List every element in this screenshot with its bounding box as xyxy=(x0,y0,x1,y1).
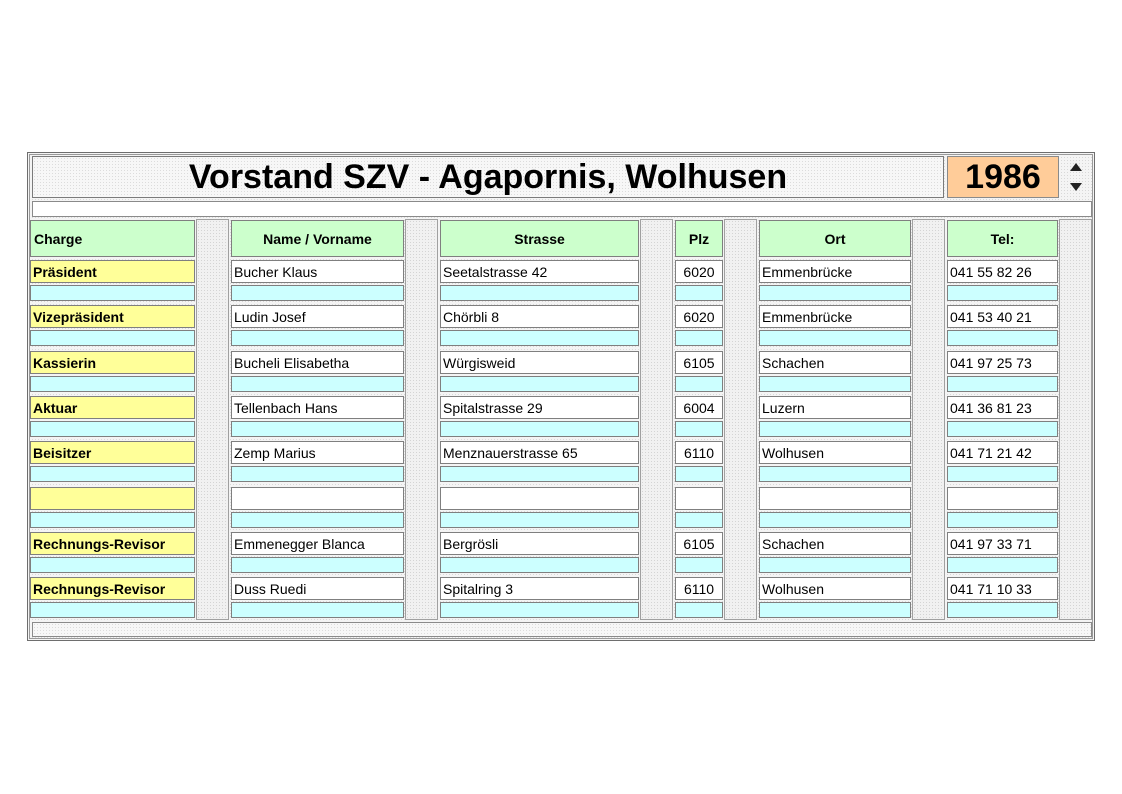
name-field[interactable]: Tellenbach Hans xyxy=(231,396,404,419)
charge-field[interactable]: Vizepräsident xyxy=(30,305,195,328)
header-charge: Charge xyxy=(30,220,195,257)
ort-field[interactable]: Schachen xyxy=(759,351,911,374)
spacer-row xyxy=(440,602,639,618)
charge-field[interactable]: Rechnungs-Revisor xyxy=(30,532,195,555)
spacer-row xyxy=(675,557,723,573)
name-field[interactable]: Ludin Josef xyxy=(231,305,404,328)
tel-field[interactable]: 041 53 40 21 xyxy=(947,305,1058,328)
spacer-row xyxy=(30,512,195,528)
spacer-row xyxy=(675,421,723,437)
charge-field[interactable]: Rechnungs-Revisor xyxy=(30,577,195,600)
name-field[interactable]: Bucheli Elisabetha xyxy=(231,351,404,374)
spacer-row xyxy=(231,330,404,346)
charge-field[interactable]: Beisitzer xyxy=(30,441,195,464)
spacer-row xyxy=(231,466,404,482)
strasse-field[interactable]: Würgisweid xyxy=(440,351,639,374)
charge-field[interactable] xyxy=(30,487,195,510)
spacer-row xyxy=(947,602,1058,618)
spacer-row xyxy=(947,285,1058,301)
ort-field[interactable]: Schachen xyxy=(759,532,911,555)
spacer-row xyxy=(30,285,195,301)
ort-field[interactable]: Emmenbrücke xyxy=(759,305,911,328)
charge-field[interactable]: Kassierin xyxy=(30,351,195,374)
column-separator xyxy=(724,219,757,620)
spacer-row xyxy=(440,421,639,437)
spacer-row xyxy=(440,285,639,301)
spacer-row xyxy=(231,512,404,528)
spacer-row xyxy=(30,330,195,346)
spacer-row xyxy=(231,421,404,437)
name-field[interactable]: Duss Ruedi xyxy=(231,577,404,600)
plz-field[interactable] xyxy=(675,487,723,510)
spacer-row xyxy=(30,466,195,482)
plz-field[interactable]: 6004 xyxy=(675,396,723,419)
spacer-row xyxy=(947,376,1058,392)
spacer-row xyxy=(759,557,911,573)
header-strasse: Strasse xyxy=(440,220,639,257)
spacer-row xyxy=(675,376,723,392)
plz-field[interactable]: 6020 xyxy=(675,305,723,328)
page-title: Vorstand SZV - Agapornis, Wolhusen xyxy=(32,156,944,198)
spacer-row xyxy=(440,330,639,346)
spin-down-icon xyxy=(1070,183,1082,191)
spacer-row xyxy=(30,557,195,573)
spin-up-icon xyxy=(1070,163,1082,171)
spacer-row xyxy=(947,466,1058,482)
spacer-row xyxy=(759,512,911,528)
name-field[interactable]: Emmenegger Blanca xyxy=(231,532,404,555)
name-field[interactable] xyxy=(231,487,404,510)
plz-field[interactable]: 6110 xyxy=(675,577,723,600)
charge-field[interactable]: Aktuar xyxy=(30,396,195,419)
spacer-row xyxy=(231,602,404,618)
spacer-row xyxy=(759,466,911,482)
tel-field[interactable] xyxy=(947,487,1058,510)
column-separator xyxy=(405,219,438,620)
spacer-row xyxy=(759,330,911,346)
tel-field[interactable]: 041 97 33 71 xyxy=(947,532,1058,555)
spacer-row xyxy=(947,421,1058,437)
ort-field[interactable] xyxy=(759,487,911,510)
column-separator xyxy=(640,219,673,620)
plz-field[interactable]: 6110 xyxy=(675,441,723,464)
spacer-row xyxy=(231,557,404,573)
tel-field[interactable]: 041 97 25 73 xyxy=(947,351,1058,374)
spacer-row xyxy=(675,602,723,618)
tel-field[interactable]: 041 55 82 26 xyxy=(947,260,1058,283)
spacer-row xyxy=(440,512,639,528)
strasse-field[interactable]: Spitalring 3 xyxy=(440,577,639,600)
name-field[interactable]: Zemp Marius xyxy=(231,441,404,464)
strasse-field[interactable]: Bergrösli xyxy=(440,532,639,555)
spacer-row xyxy=(675,330,723,346)
tel-field[interactable]: 041 36 81 23 xyxy=(947,396,1058,419)
spacer-row xyxy=(231,376,404,392)
plz-field[interactable]: 6105 xyxy=(675,532,723,555)
spacer-row xyxy=(947,512,1058,528)
strasse-field[interactable]: Seetalstrasse 42 xyxy=(440,260,639,283)
tel-field[interactable]: 041 71 10 33 xyxy=(947,577,1058,600)
spacer-row xyxy=(675,285,723,301)
strasse-field[interactable]: Chörbli 8 xyxy=(440,305,639,328)
spacer-row xyxy=(30,421,195,437)
spacer-row xyxy=(759,376,911,392)
column-separator xyxy=(912,219,945,620)
strasse-field[interactable] xyxy=(440,487,639,510)
spacer-row xyxy=(675,512,723,528)
spacer-row xyxy=(947,557,1058,573)
year-decrement-button[interactable] xyxy=(1064,177,1088,197)
tel-field[interactable]: 041 71 21 42 xyxy=(947,441,1058,464)
spacer-row xyxy=(30,376,195,392)
spacer-row xyxy=(759,421,911,437)
plz-field[interactable]: 6020 xyxy=(675,260,723,283)
ort-field[interactable]: Emmenbrücke xyxy=(759,260,911,283)
year-field[interactable]: 1986 xyxy=(947,156,1059,198)
footer-bar xyxy=(32,622,1092,637)
spacer-row xyxy=(440,466,639,482)
strasse-field[interactable]: Spitalstrasse 29 xyxy=(440,396,639,419)
ort-field[interactable]: Wolhusen xyxy=(759,441,911,464)
year-increment-button[interactable] xyxy=(1064,157,1088,177)
name-field[interactable]: Bucher Klaus xyxy=(231,260,404,283)
header-tel: Tel: xyxy=(947,220,1058,257)
subtitle-bar xyxy=(32,201,1092,217)
column-separator xyxy=(196,219,229,620)
header-plz: Plz xyxy=(675,220,723,257)
header-name: Name / Vorname xyxy=(231,220,404,257)
spacer-row xyxy=(759,285,911,301)
spacer-row xyxy=(30,602,195,618)
charge-field[interactable]: Präsident xyxy=(30,260,195,283)
column-separator xyxy=(1059,219,1092,620)
header-ort: Ort xyxy=(759,220,911,257)
plz-field[interactable]: 6105 xyxy=(675,351,723,374)
ort-field[interactable]: Wolhusen xyxy=(759,577,911,600)
spacer-row xyxy=(675,466,723,482)
strasse-field[interactable]: Menznauerstrasse 65 xyxy=(440,441,639,464)
spacer-row xyxy=(440,557,639,573)
spacer-row xyxy=(759,602,911,618)
spacer-row xyxy=(440,376,639,392)
spacer-row xyxy=(231,285,404,301)
spacer-row xyxy=(947,330,1058,346)
ort-field[interactable]: Luzern xyxy=(759,396,911,419)
